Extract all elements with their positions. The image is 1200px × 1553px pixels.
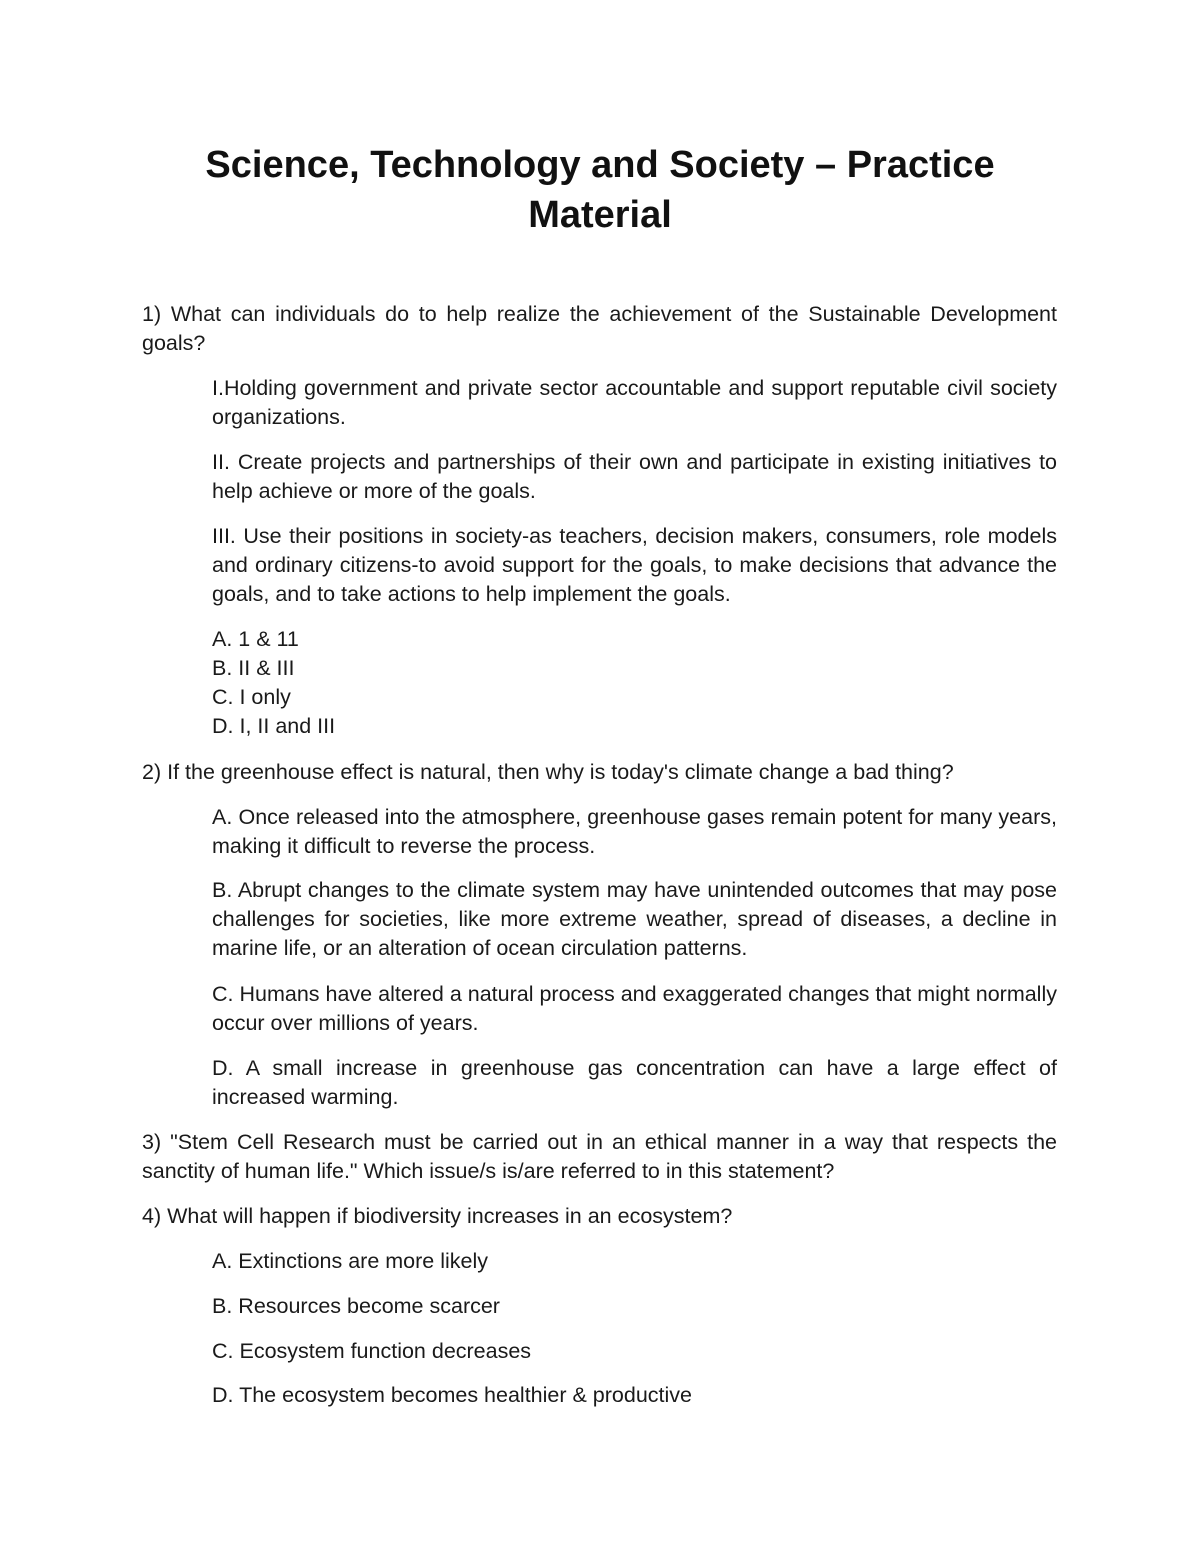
q2-choice-a: A. Once released into the atmosphere, greenhouse gases remain potent for many years, making it difficult to reverse the process. [212,805,1057,858]
q4-choice-d: D. The ecosystem becomes healthier & productive [212,1383,693,1407]
q1-choice-d: D. I, II and III [212,714,336,738]
question-4: 4) What will happen if biodiversity increases in an ecosystem? [142,1204,733,1228]
q4-choice-b: B. Resources become scarcer [212,1294,500,1318]
question-1: 1) What can individuals do to help realize the achievement of the Sustainable Development goals? [142,302,1057,355]
q2-choice-b: B. Abrupt changes to the climate system may have unintended outcomes that may pose challenges for societies, like more extreme weather, spread of diseases, a decline in marine life, or an alteration of ocean circulation patterns. [212,878,1057,960]
q1-statement-2: II. Create projects and partnerships of their own and participate in existing initiatives to help achieve or more of the goals. [212,450,1057,503]
q1-choice-b: B. II & III [212,656,295,680]
q1-choice-a: A. 1 & 11 [212,627,299,651]
q1-choices [212,625,335,741]
question-3: 3) "Stem Cell Research must be carried out in an ethical manner in a way that respects the sanctity of human life." Which issue/s is/are referred to in this statement? [142,1130,1057,1183]
q1-statement-1: I.Holding government and private sector accountable and support reputable civil society organizations. [212,376,1057,429]
question-2: 2) If the greenhouse effect is natural, then why is today's climate change a bad thing? [142,760,954,784]
page-title-line-1: Science, Technology and Society – Practice [205,144,995,186]
q1-statement-3: III. Use their positions in society-as teachers, decision makers, consumers, role models and ordinary citizens-to avoid support for the goals, to make decisions that advance the goals, and to take actions to help implement the goals. [212,524,1057,606]
q2-choice-c: C. Humans have altered a natural process and exaggerated changes that might normally occur over millions of years. [212,982,1057,1035]
q4-choice-c: C. Ecosystem function decreases [212,1339,532,1363]
q1-choice-c: C. I only [212,685,291,709]
q2-choice-d: D. A small increase in greenhouse gas concentration can have a large effect of increased warming. [212,1056,1057,1109]
q4-choice-a: A. Extinctions are more likely [212,1249,489,1273]
page-title-line-2: Material [528,194,672,236]
